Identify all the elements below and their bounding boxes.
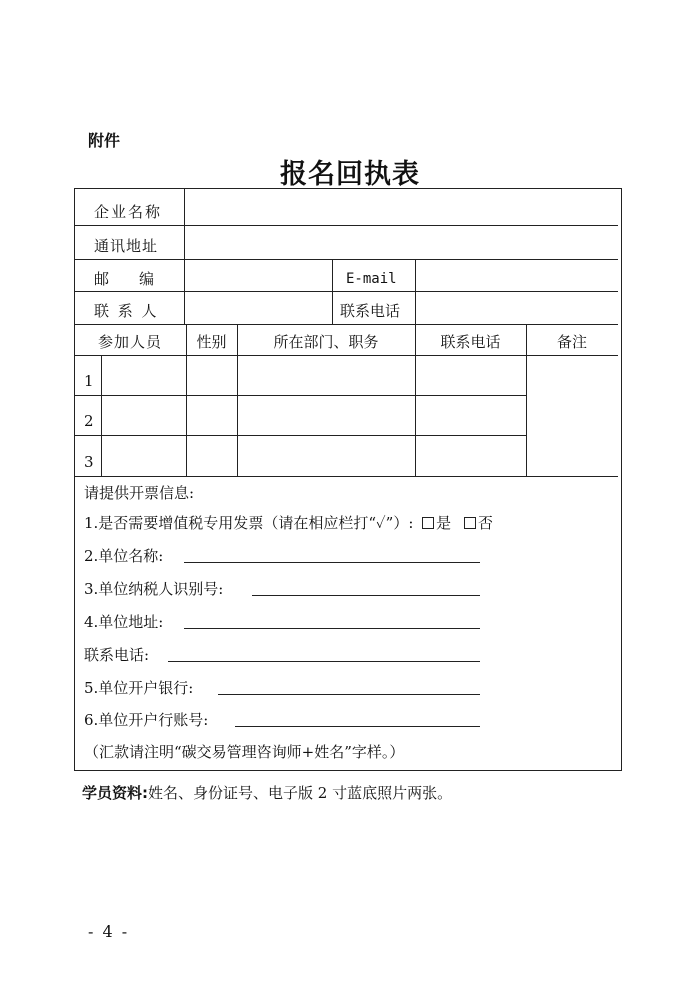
label-bank: 5.单位开户银行: [84, 679, 194, 697]
row-divider [74, 476, 618, 477]
unit-address-line[interactable] [184, 628, 480, 629]
remit-note: （汇款请注明“碳交易管理咨询师+姓名”字样。） [84, 743, 405, 761]
label-unit-address: 4.单位地址: [84, 613, 164, 631]
student-note-text: 姓名、身份证号、电子版 2 寸蓝底照片两张。 [148, 784, 453, 802]
header-dept: 所在部门、职务 [273, 333, 379, 351]
label-company-name: 企业名称 [94, 203, 163, 221]
student-note [82, 782, 452, 803]
row-divider [74, 225, 618, 226]
label-address: 通讯地址 [94, 237, 159, 255]
header-gender: 性别 [196, 333, 227, 351]
row-divider [74, 324, 618, 325]
checkbox-no[interactable] [464, 517, 476, 529]
bank-line[interactable] [218, 694, 480, 695]
label-email: E-mail [346, 271, 397, 287]
col-divider [332, 259, 333, 325]
col-divider [184, 188, 185, 325]
unit-name-line[interactable] [184, 562, 480, 563]
student-note-label: 学员资料: [82, 784, 148, 802]
form-title: 报名回执表 [280, 159, 420, 190]
checkbox-yes[interactable] [422, 517, 434, 529]
label-account: 6.单位开户行账号: [84, 711, 209, 729]
row-divider [74, 259, 618, 260]
header-participant: 参加人员 [97, 333, 162, 351]
row-divider [74, 435, 526, 436]
invoice-q1 [84, 514, 493, 532]
row-number: 2 [84, 412, 94, 430]
col-divider [415, 259, 416, 325]
invoice-heading: 请提供开票信息: [84, 484, 195, 502]
label-contact: 联 系 人 [94, 302, 159, 320]
row-divider [74, 291, 618, 292]
header-remark: 备注 [556, 333, 587, 351]
row-divider [74, 395, 526, 396]
label-taxpayer-id: 3.单位纳税人识别号: [84, 580, 224, 598]
contact-phone-line[interactable] [168, 661, 480, 662]
row-divider [74, 355, 618, 356]
col-divider [101, 355, 102, 476]
label-contact-phone: 联系电话: [84, 646, 150, 664]
page-number: - 4 - [88, 922, 130, 941]
label-unit-name: 2.单位名称: [84, 547, 164, 565]
attachment-label: 附件 [88, 131, 121, 150]
checkbox-no-label: 否 [477, 514, 493, 532]
checkbox-yes-label: 是 [436, 514, 452, 532]
row-number: 3 [84, 453, 94, 471]
row-number: 1 [84, 372, 94, 390]
header-phone: 联系电话 [440, 333, 501, 351]
label-phone: 联系电话 [340, 302, 401, 320]
account-line[interactable] [235, 726, 480, 727]
label-postcode: 邮 编 [94, 270, 155, 288]
invoice-q1-text: 1.是否需要增值税专用发票（请在相应栏打“✓”）: [84, 514, 414, 532]
taxpayer-id-line[interactable] [252, 595, 480, 596]
